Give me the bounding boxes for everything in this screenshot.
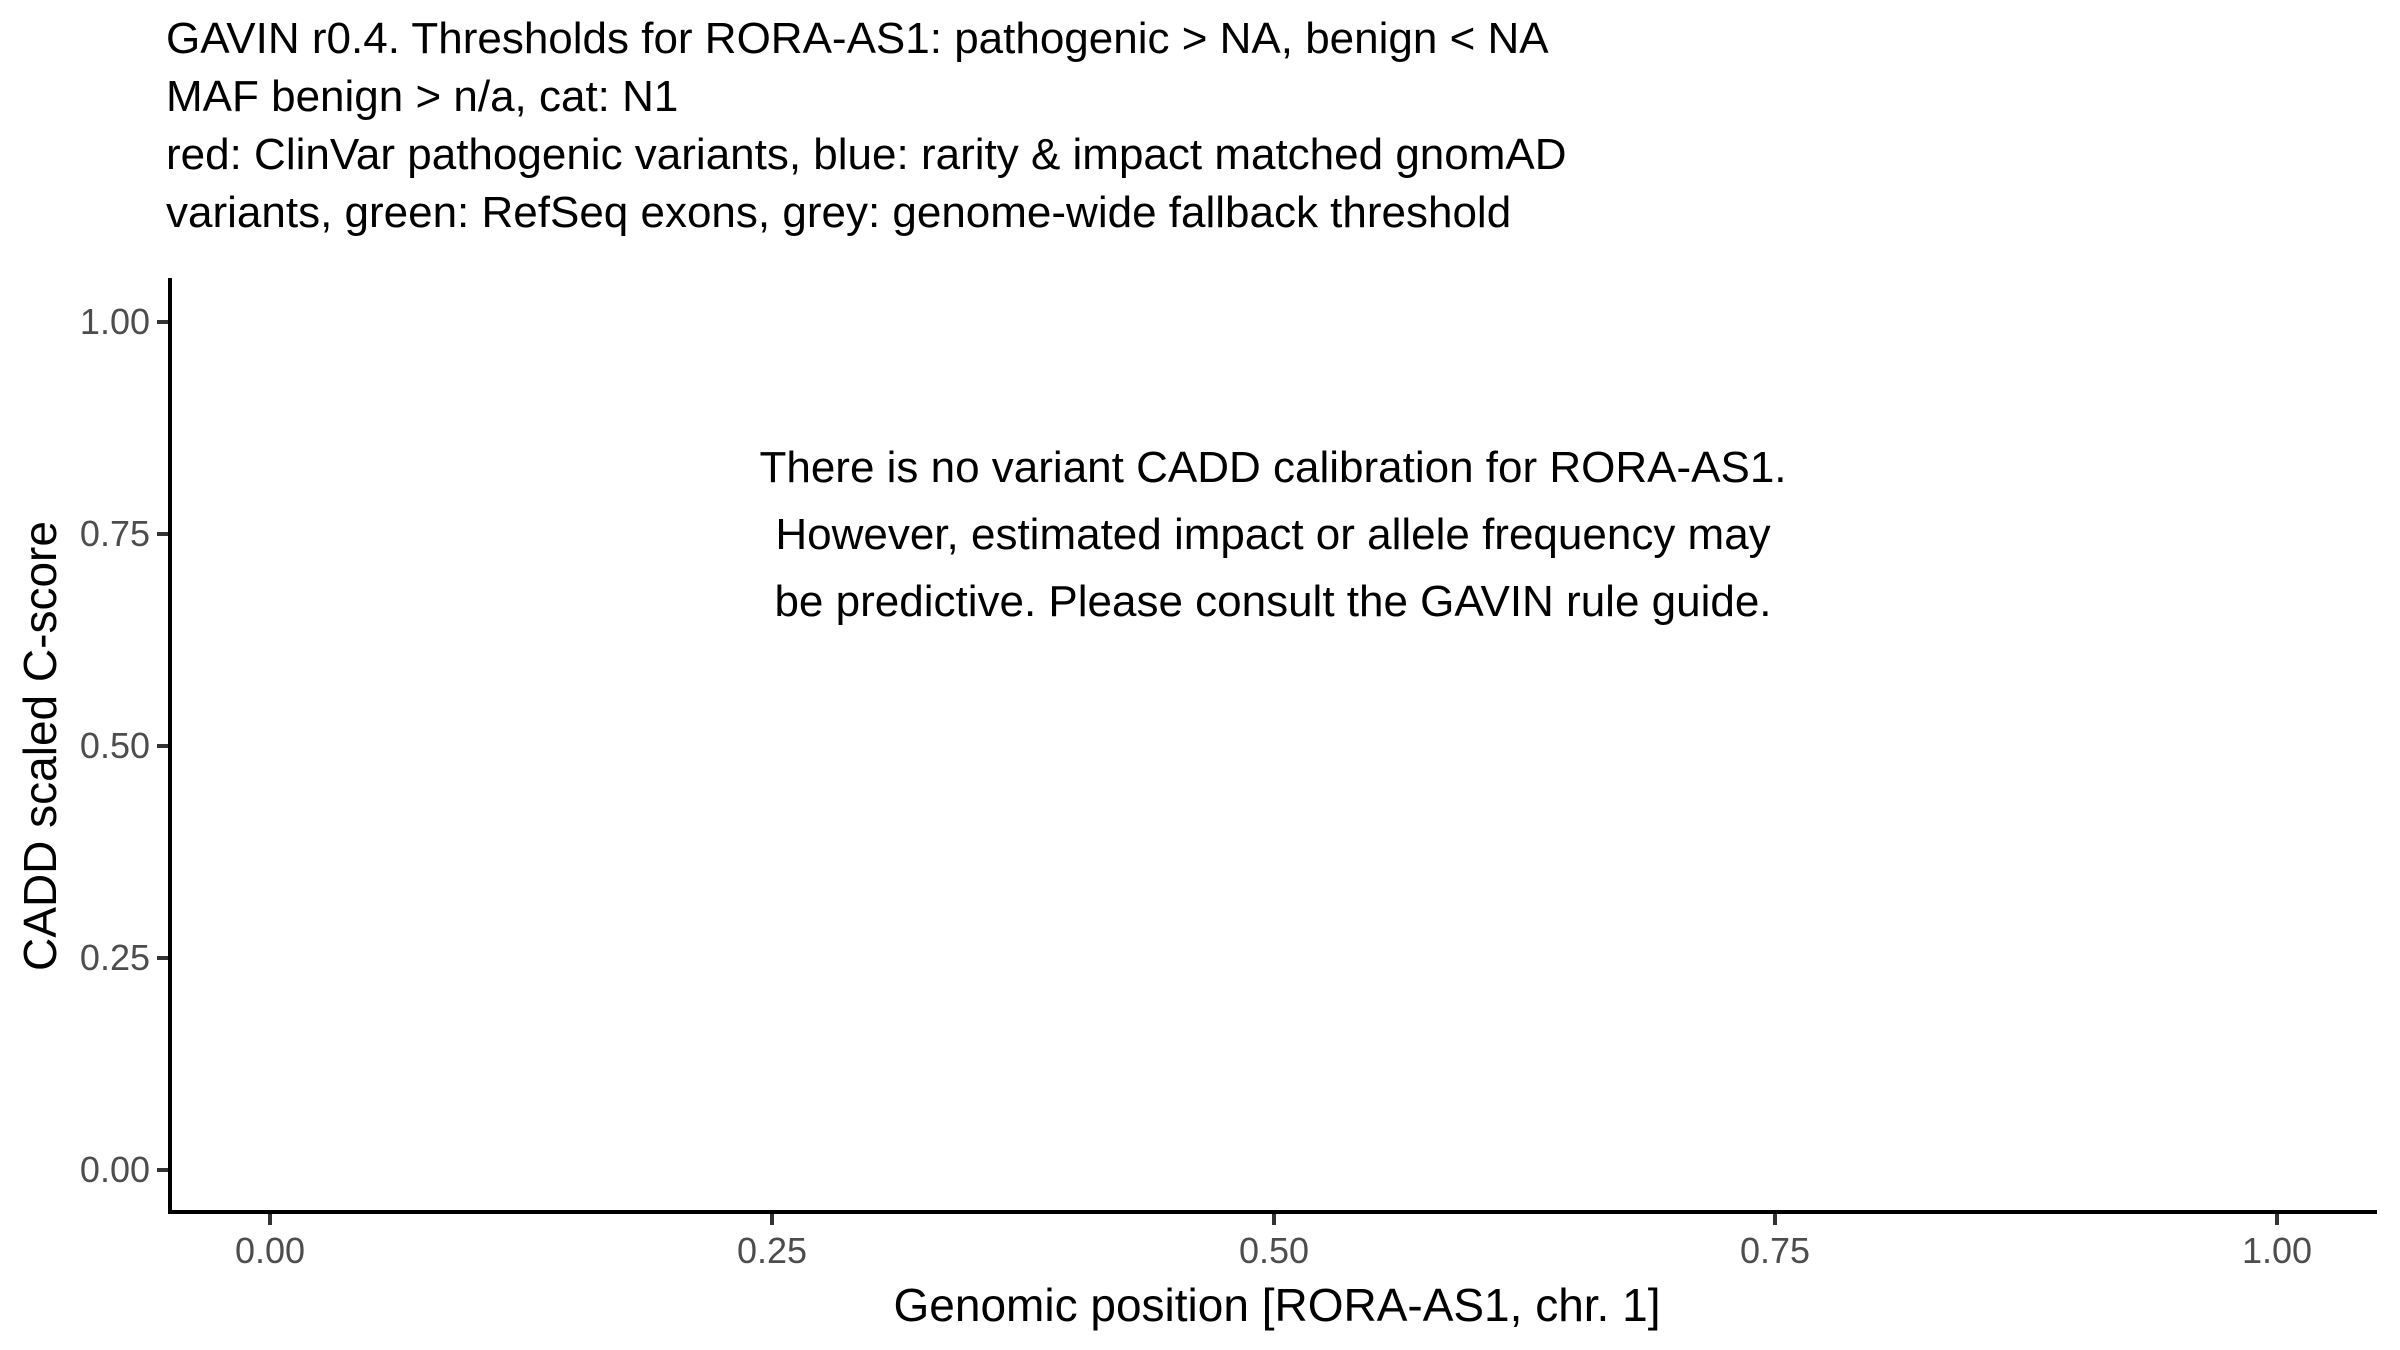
no-calibration-annotation <box>759 434 1786 635</box>
y-tick-label-0.25: 0.25 <box>79 937 150 978</box>
x-axis-title: Genomic position [RORA-AS1, chr. 1] <box>893 1279 1661 1331</box>
y-axis-line <box>168 278 172 1214</box>
annotation-line-2: However, estimated impact or allele frequency may <box>775 510 1771 559</box>
x-tick-label-0.50: 0.50 <box>1238 1230 1310 1271</box>
x-tick-label-1.00: 1.00 <box>2241 1230 2313 1271</box>
x-tick-label-0.75: 0.75 <box>1739 1230 1811 1271</box>
plot-title <box>166 10 1567 242</box>
x-tick-mark-1.00 <box>2275 1214 2279 1225</box>
y-tick-mark-0.25 <box>157 956 168 960</box>
y-tick-mark-1.00 <box>157 320 168 324</box>
annotation-line-1: There is no variant CADD calibration for RORA-AS1. <box>759 443 1787 492</box>
y-tick-label-1.00: 1.00 <box>79 301 150 342</box>
plot-title-line-1: GAVIN r0.4. Thresholds for RORA-AS1: pathogenic > NA, benign < NA <box>166 14 1549 63</box>
x-tick-label-0.00: 0.00 <box>234 1230 306 1271</box>
plot-title-line-3: red: ClinVar pathogenic variants, blue: rarity & impact matched gnomAD <box>166 130 1567 179</box>
x-tick-mark-0.25 <box>770 1214 774 1225</box>
x-tick-label-0.25: 0.25 <box>736 1230 808 1271</box>
y-tick-mark-0.00 <box>157 1168 168 1172</box>
x-tick-mark-0.75 <box>1773 1214 1777 1225</box>
y-tick-label-0.75: 0.75 <box>79 513 150 554</box>
annotation-line-3: be predictive. Please consult the GAVIN rule guide. <box>774 577 1772 626</box>
plot-title-line-4: variants, green: RefSeq exons, grey: genome-wide fallback threshold <box>166 188 1512 237</box>
x-tick-mark-0.50 <box>1272 1214 1276 1225</box>
y-tick-label-0.50: 0.50 <box>79 725 150 766</box>
y-tick-mark-0.75 <box>157 532 168 536</box>
y-tick-mark-0.50 <box>157 744 168 748</box>
y-axis-title: CADD scaled C-score <box>14 521 66 971</box>
x-tick-mark-0.00 <box>268 1214 272 1225</box>
y-tick-label-0.00: 0.00 <box>79 1149 150 1190</box>
plot-title-line-2: MAF benign > n/a, cat: N1 <box>166 72 679 121</box>
